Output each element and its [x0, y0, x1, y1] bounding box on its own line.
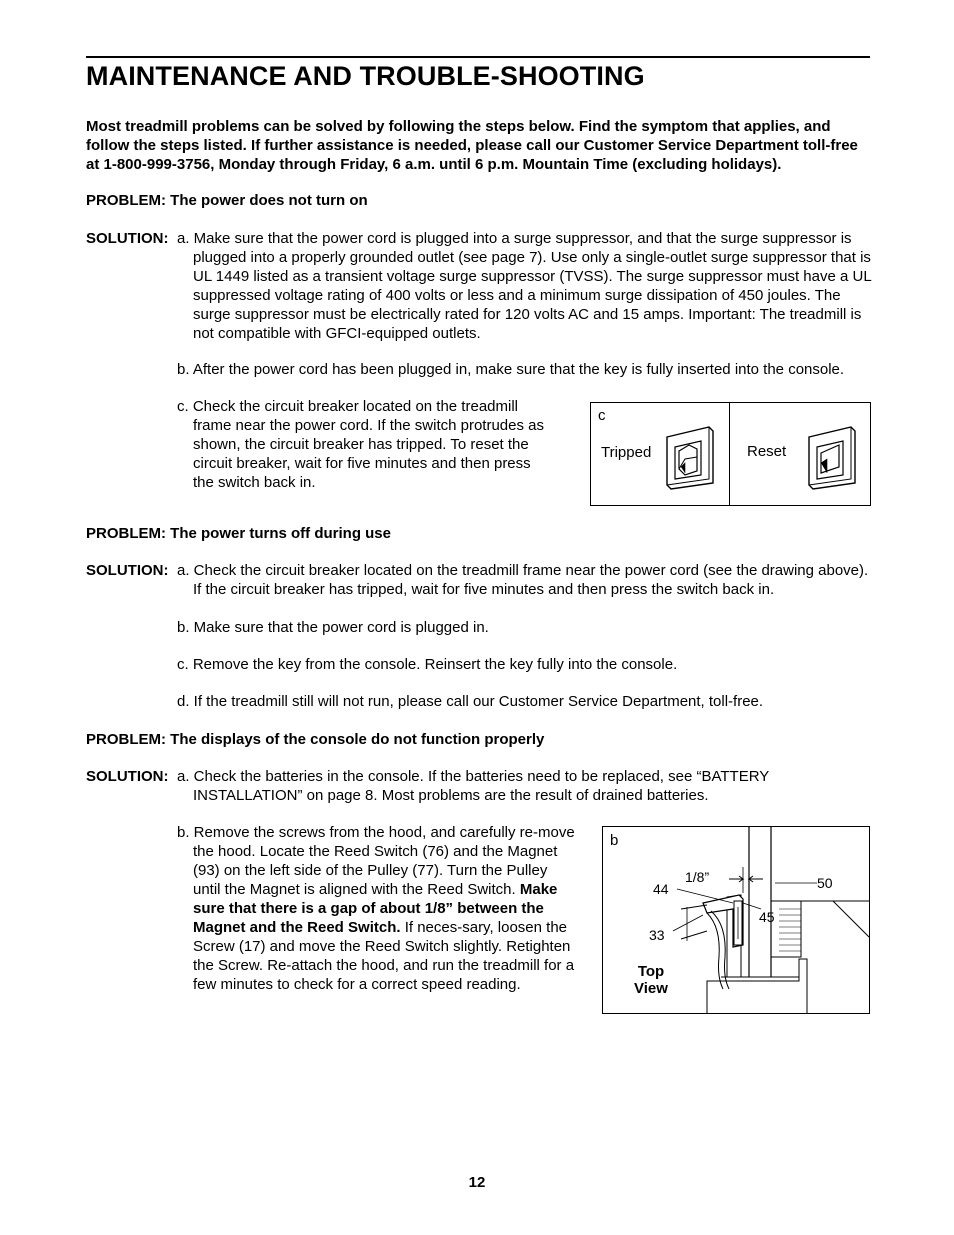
solution-3-step-b — [177, 823, 577, 994]
page-number: 12 — [468, 1174, 486, 1191]
step-text: a. Make sure that the power cord is plugged into a surge suppressor, and that the surge suppressor is plugged into a properly grounded outlet (see page 7). Use only a single-outlet surge suppressor that is UL 1449 listed as a transient voltage surge suppressor (TVSS). The surge suppressor must have a UL suppressed voltage rating of 400 volts or less and a minimum surge dissipation of 450 joules. The surge suppressor must be electrically rated for 120 volts AC and 15 amps. Important: The treadmill is not compatible with GFCI-equipped outlets. — [177, 230, 872, 342]
solution-1-step-b — [177, 360, 877, 379]
view-label-bottom: View — [634, 980, 668, 997]
solution-2-step-d — [177, 692, 877, 711]
solution-2-label: SOLUTION: — [86, 562, 169, 579]
solution-1-step-c — [177, 397, 547, 492]
step-b-gap-warning: Make sure that there is a gap of about 1/8” between the Magnet and the Reed Switch. — [193, 881, 558, 936]
part-45-label: 45 — [759, 909, 775, 925]
step-text — [177, 823, 577, 994]
step-text: b. After the power cord has been plugged in, make sure that the key is fully inserted into the console. — [177, 361, 845, 378]
figure-letter: b — [610, 832, 619, 849]
solution-2-step-b — [177, 618, 877, 637]
step-text: c. Remove the key from the console. Reinsert the key fully into the console. — [177, 656, 678, 673]
view-label-top: Top — [637, 963, 665, 980]
part-44-label: 44 — [653, 881, 669, 897]
reset-switch-icon — [805, 423, 861, 491]
part-33-label: 33 — [649, 927, 665, 943]
page-title: MAINTENANCE AND TROUBLE-SHOOTING — [86, 61, 645, 91]
solution-3-step-a — [177, 767, 877, 805]
step-text: a. Check the batteries in the console. If the batteries need to be replaced, see “BATTERY INSTALLATION” on page 8. Most problems are the result of drained batteries. — [177, 768, 770, 804]
step-text: a. Check the circuit breaker located on the treadmill frame near the power cord (see the drawing above). If the circuit breaker has tripped, wait for five minutes and then press the switch back in. — [177, 562, 869, 598]
figure-divider — [729, 403, 730, 505]
intro-paragraph: Most treadmill problems can be solved by following the steps below. Find the symptom that applies, and follow the steps listed. If further assistance is needed, please call our Customer Service Department toll-free at 1-800-999-3756, Monday through Friday, 6 a.m. until 6 p.m. Mountain Time (excluding holidays). — [86, 118, 858, 173]
step-b-text-start: b. Remove the screws from the hood, and carefully re-move the hood. Locate the Reed Switch (76) and the Magnet (93) on the left side of the Pulley (77). Turn the Pulley until the Magnet is aligned with the Reed Switch. — [177, 824, 575, 898]
solution-3-label: SOLUTION: — [86, 768, 169, 785]
solution-1-step-a — [177, 229, 877, 343]
problem-2-heading: PROBLEM: The power turns off during use — [86, 525, 391, 542]
figure-letter: c — [598, 407, 606, 424]
step-b-text-end: If neces-sary, loosen the Screw (17) and move the Reed Switch slightly. Retighten the Screw. Re-attach the hood, and run the treadmill for a few minutes to check for a correct speed reading. — [193, 919, 575, 993]
gap-label: 1/8” — [685, 869, 710, 885]
tripped-label: Tripped — [601, 444, 652, 461]
reset-label: Reset — [747, 443, 787, 460]
step-text: d. If the treadmill still will not run, please call our Customer Service Department, toll-free. — [177, 693, 764, 710]
problem-3-heading: PROBLEM: The displays of the console do not function properly — [86, 731, 545, 748]
circuit-breaker-figure — [590, 402, 871, 506]
tripped-switch-icon — [663, 423, 719, 491]
problem-1-heading: PROBLEM: The power does not turn on — [86, 192, 368, 209]
part-50-label: 50 — [817, 875, 833, 891]
reed-switch-figure — [602, 826, 870, 1014]
step-text: c. Check the circuit breaker located on the treadmill frame near the power cord. If the switch protrudes as shown, the circuit breaker has tripped. To reset the circuit breaker, wait for five minutes and then press the switch back in. — [177, 398, 544, 491]
solution-2-step-c — [177, 655, 877, 674]
step-text: b. Make sure that the power cord is plugged in. — [177, 619, 489, 636]
solution-1-label: SOLUTION: — [86, 230, 169, 247]
solution-2-step-a — [177, 561, 877, 599]
